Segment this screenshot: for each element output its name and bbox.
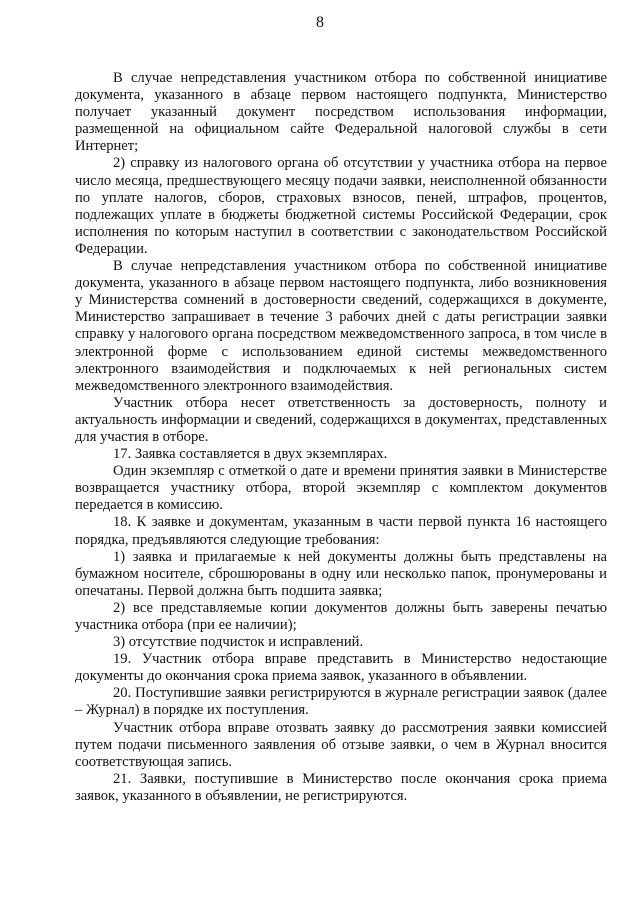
paragraph-withdrawal: Участник отбора вправе отозвать заявку до рассмотрения заявки комиссией путем подачи письменного заявления об отзыве заявки, о чем в Журнал вносится соответствующая запись. (75, 719, 607, 770)
paragraph-fns-info: В случае непредставления участником отбора по собственной инициативе документа, указанного в абзаце первом настоящего подпункта, Министерство получает указанный документ посредством использования информации, размещенной на официальном сайте Федеральной налоговой службы в сети Интернет; (75, 70, 607, 155)
document-body (75, 70, 607, 805)
paragraph-18-item-3: 3) отсутствие подчисток и исправлений. (113, 634, 364, 651)
paragraph-tax-certificate: 2) справку из налогового органа об отсутствии у участника отбора на первое число месяца, предшествующего месяцу подачи заявки, неисполненной обязанности по уплате налогов, сборов, страховых взносов, пеней, штрафов, процентов, подлежащих уплате в бюджеты бюджетной системы Российской Федерации, срок исполнения по которым наступил в соответствии с законодательством Российской Федерации. (75, 155, 607, 257)
paragraph-17: 17. Заявка составляется в двух экземплярах. (113, 446, 388, 463)
paragraph-copies: Один экземпляр с отметкой о дате и времени принятия заявки в Министерстве возвращается участнику отбора, второй экземпляр с комплектом документов передается в комиссию. (75, 463, 607, 514)
paragraph-21: 21. Заявки, поступившие в Министерство после окончания срока приема заявок, указанного в объявлении, не регистрируются. (75, 770, 607, 804)
paragraph-interagency-request: В случае непредставления участником отбора по собственной инициативе документа, указанного в абзаце первом настоящего подпункта, либо возникновения у Министерства сомнений в достоверности сведений, содержащихся в документе, Министерство запрашивает в течение 3 рабочих дней с даты регистрации заявки справку у налогового органа посредством межведомственного запроса, в том числе в электронной форме с использованием единой системы межведомственного электронного взаимодействия и подключаемых к ней региональных систем межведомственного электронного взаимодействия. (75, 258, 607, 394)
paragraph-19: 19. Участник отбора вправе представить в Министерство недостающие документы до окончания срока приема заявок, указанного в объявлении. (75, 651, 607, 685)
paragraph-responsibility: Участник отбора несет ответственность за достоверность, полноту и актуальность информации и сведений, содержащихся в документах, представленных для участия в отборе. (75, 394, 607, 445)
paragraph-18: 18. К заявке и документам, указанным в части первой пункта 16 настоящего порядка, предъявляются следующие требования: (75, 514, 607, 548)
page-number: 8 (316, 14, 324, 31)
paragraph-18-item-1: 1) заявка и прилагаемые к ней документы должны быть представлены на бумажном носителе, сброшюрованы в одну или несколько папок, пронумерованы и опечатаны. Первой должна быть подшита заявка; (75, 548, 607, 599)
paragraph-18-item-2: 2) все представляемые копии документов должны быть заверены печатью участника отбора (при ее наличии); (75, 599, 607, 633)
paragraph-20: 20. Поступившие заявки регистрируются в журнале регистрации заявок (далее – Журнал) в порядке их поступления. (75, 685, 607, 719)
